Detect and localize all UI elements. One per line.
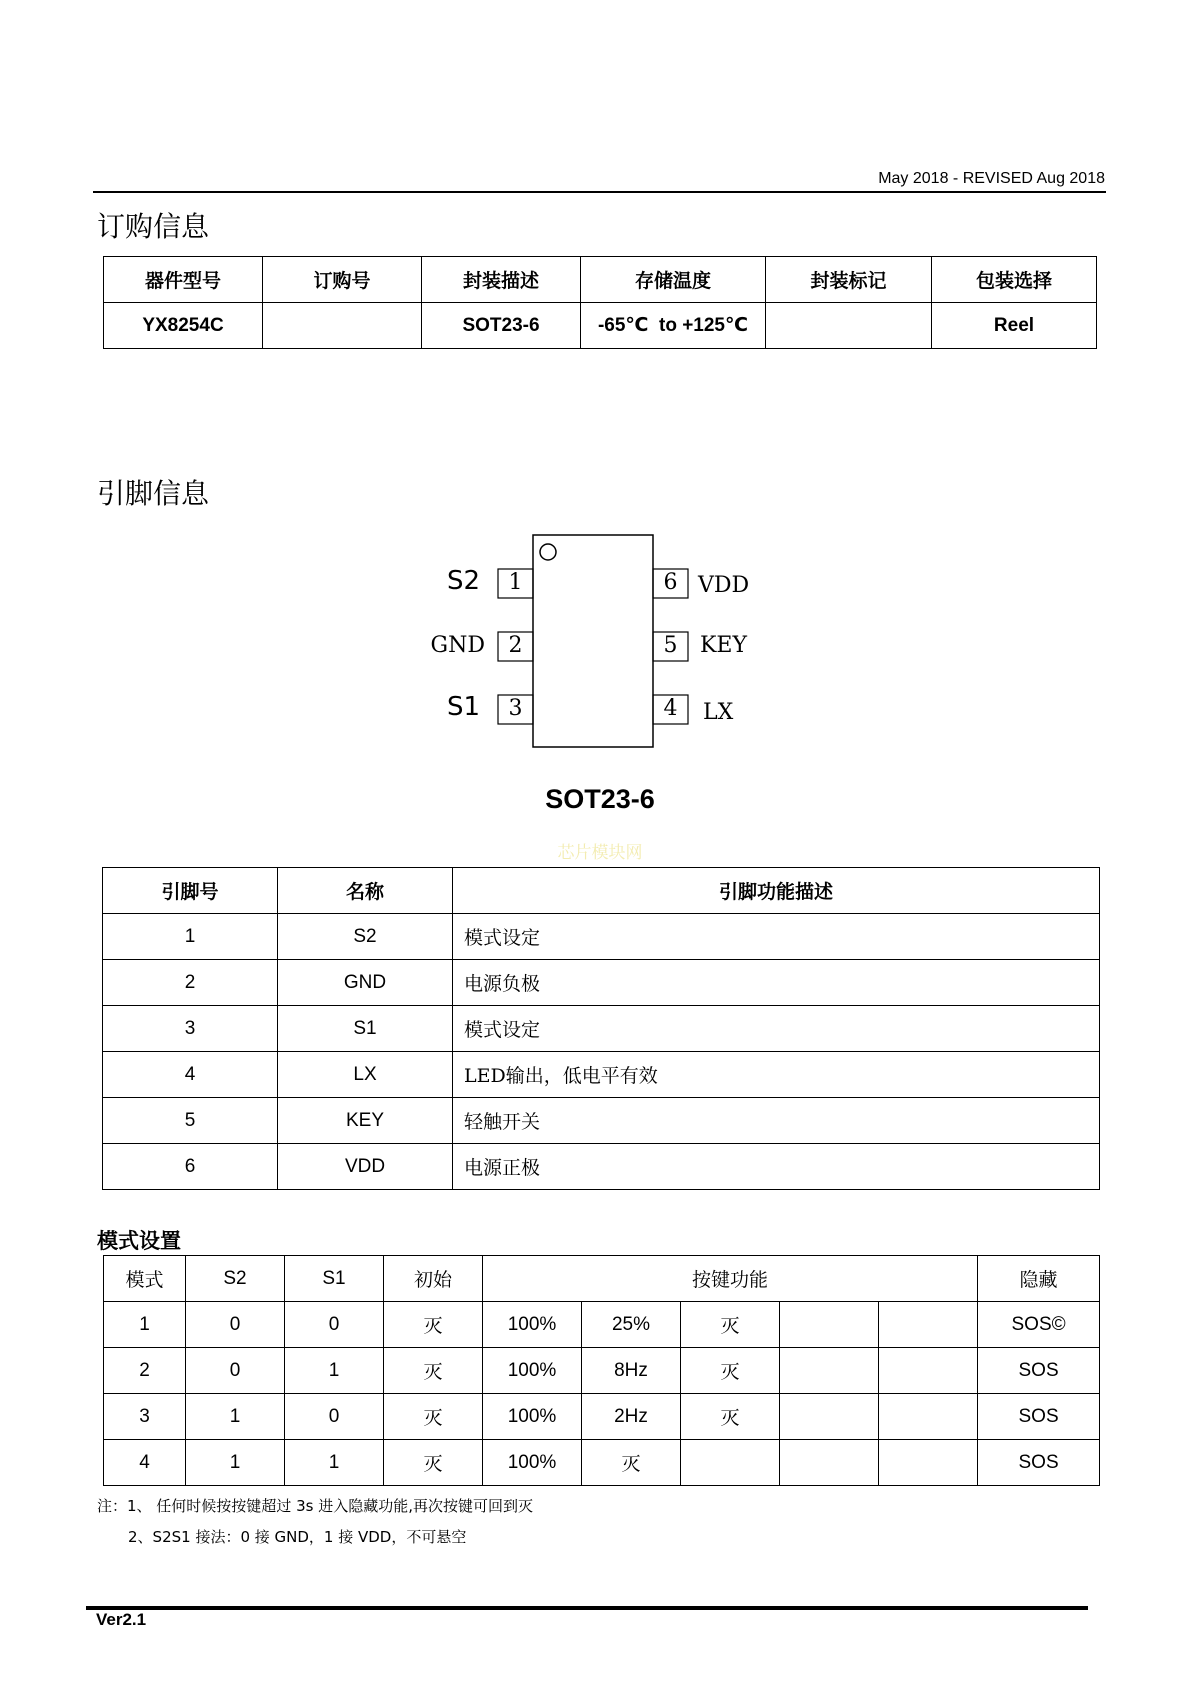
mode-cell: 灭 xyxy=(681,1348,780,1394)
mode-cell xyxy=(681,1440,780,1486)
mode-cell: 3 xyxy=(104,1394,186,1440)
mode-cell: 25% xyxy=(582,1302,681,1348)
revision-date: May 2018 - REVISED Aug 2018 xyxy=(878,170,1105,187)
table-row xyxy=(103,1052,1100,1098)
mode-cell: 灭 xyxy=(681,1302,780,1348)
pin-table-header-cell: 引脚号 xyxy=(103,868,278,914)
mode-cell: 2 xyxy=(104,1348,186,1394)
mode-cell xyxy=(879,1348,978,1394)
ordering-header-cell: 封装描述 xyxy=(422,257,581,303)
table-row xyxy=(103,914,1100,960)
mode-cell xyxy=(879,1440,978,1486)
mode-cell: 灭 xyxy=(681,1394,780,1440)
pin-name-cell: S2 xyxy=(278,914,453,960)
pin-number-cell: 2 xyxy=(103,960,278,1006)
pin1-marker-icon xyxy=(540,544,556,560)
pin-function-table xyxy=(102,867,1100,1190)
mode-cell: SOS© xyxy=(978,1302,1100,1348)
mode-header-cell: 按键功能 xyxy=(483,1256,978,1302)
pin-number-6: 6 xyxy=(663,570,678,595)
ordering-row xyxy=(104,303,1097,349)
table-row xyxy=(104,1394,1100,1440)
package-label: SOT23-6 xyxy=(545,784,655,814)
table-row xyxy=(103,960,1100,1006)
pin-number-cell: 6 xyxy=(103,1144,278,1190)
ordering-table xyxy=(103,256,1097,349)
pin-number-cell: 3 xyxy=(103,1006,278,1052)
mode-cell: 4 xyxy=(104,1440,186,1486)
pin-number-cell: 5 xyxy=(103,1098,278,1144)
chip-body xyxy=(533,535,653,747)
mode-cell xyxy=(879,1302,978,1348)
mode-cell: 1 xyxy=(285,1348,384,1394)
pin-number-1: 1 xyxy=(508,570,523,595)
mode-cell: SOS xyxy=(978,1348,1100,1394)
note-line-1: 注：1、 任何时候按按键超过 3s 进入隐藏功能,再次按键可回到灭 xyxy=(97,1497,533,1515)
ordering-title: 订购信息 xyxy=(97,210,210,243)
mode-cell: 100% xyxy=(483,1302,582,1348)
mode-cell: 1 xyxy=(104,1302,186,1348)
mode-cell: 100% xyxy=(483,1394,582,1440)
mode-cell: SOS xyxy=(978,1394,1100,1440)
pin-number-3: 3 xyxy=(508,696,523,721)
pin-name-gnd: GND xyxy=(430,633,485,658)
pin-number-cell: 1 xyxy=(103,914,278,960)
pin-name-cell: VDD xyxy=(278,1144,453,1190)
pin-number-cell: 4 xyxy=(103,1052,278,1098)
mode-cell: 灭 xyxy=(384,1348,483,1394)
pin-table-header-row xyxy=(103,868,1100,914)
mode-cell: 0 xyxy=(285,1302,384,1348)
ordering-header-cell: 包装选择 xyxy=(932,257,1097,303)
ordering-cell xyxy=(766,303,932,349)
version-label: Ver2.1 xyxy=(96,1610,147,1629)
ordering-cell: -65℃ to +125℃ xyxy=(581,303,766,349)
mode-header-cell: S2 xyxy=(186,1256,285,1302)
mode-header-cell: 隐藏 xyxy=(978,1256,1100,1302)
header-rule xyxy=(93,191,1106,193)
pin-number-5: 5 xyxy=(663,633,678,658)
table-row xyxy=(103,1144,1100,1190)
watermark: 芯片模块网 xyxy=(557,843,643,862)
pin-name-cell: GND xyxy=(278,960,453,1006)
pin-table-header-cell: 引脚功能描述 xyxy=(453,868,1100,914)
mode-cell xyxy=(780,1440,879,1486)
mode-cell: 8Hz xyxy=(582,1348,681,1394)
mode-cell xyxy=(780,1394,879,1440)
pin-name-vdd: VDD xyxy=(698,573,750,598)
pin-name-cell: S1 xyxy=(278,1006,453,1052)
mode-cell: 0 xyxy=(285,1394,384,1440)
pin-number-2: 2 xyxy=(508,633,523,658)
note-line-2: 2、S2S1 接法：0 接 GND，1 接 VDD，不可悬空 xyxy=(128,1528,467,1546)
pin-info-title: 引脚信息 xyxy=(97,477,210,510)
mode-cell: 0 xyxy=(186,1348,285,1394)
table-row xyxy=(104,1440,1100,1486)
mode-cell: 100% xyxy=(483,1440,582,1486)
mode-cell: 1 xyxy=(186,1440,285,1486)
mode-cell: 1 xyxy=(285,1440,384,1486)
pin-table-header-cell: 名称 xyxy=(278,868,453,914)
mode-cell xyxy=(780,1302,879,1348)
pin-desc-cell: 轻触开关 xyxy=(453,1098,1100,1144)
mode-cell: 100% xyxy=(483,1348,582,1394)
pin-desc-cell: 模式设定 xyxy=(453,914,1100,960)
table-row xyxy=(104,1302,1100,1348)
mode-cell xyxy=(879,1394,978,1440)
mode-cell: 灭 xyxy=(384,1302,483,1348)
mode-cell: 0 xyxy=(186,1302,285,1348)
pin-name-s1: S1 xyxy=(446,692,480,722)
pin-name-cell: KEY xyxy=(278,1098,453,1144)
footer-rule xyxy=(86,1606,1088,1610)
mode-cell xyxy=(780,1348,879,1394)
mode-settings-table xyxy=(103,1255,1100,1486)
pin-desc-cell: LED输出，低电平有效 xyxy=(453,1052,1100,1098)
mode-cell: 1 xyxy=(186,1394,285,1440)
mode-cell: 灭 xyxy=(582,1440,681,1486)
mode-header-cell: 初始 xyxy=(384,1256,483,1302)
mode-header-cell: 模式 xyxy=(104,1256,186,1302)
pin-name-lx: LX xyxy=(703,700,734,725)
pin-name-cell: LX xyxy=(278,1052,453,1098)
ordering-cell: SOT23-6 xyxy=(422,303,581,349)
ordering-cell: Reel xyxy=(932,303,1097,349)
ordering-header-cell: 存储温度 xyxy=(581,257,766,303)
ordering-cell: YX8254C xyxy=(104,303,263,349)
pin-desc-cell: 电源负极 xyxy=(453,960,1100,1006)
mode-cell: 灭 xyxy=(384,1394,483,1440)
pin-desc-cell: 模式设定 xyxy=(453,1006,1100,1052)
ordering-header-row xyxy=(104,257,1097,303)
mode-settings-title: 模式设置 xyxy=(97,1229,181,1253)
mode-header-row xyxy=(104,1256,1100,1302)
ordering-cell xyxy=(263,303,422,349)
table-row xyxy=(104,1348,1100,1394)
pin-desc-cell: 电源正极 xyxy=(453,1144,1100,1190)
mode-cell: 2Hz xyxy=(582,1394,681,1440)
ordering-header-cell: 器件型号 xyxy=(104,257,263,303)
pin-name-key: KEY xyxy=(700,633,748,658)
pin-name-s2: S2 xyxy=(446,566,480,596)
ordering-header-cell: 封装标记 xyxy=(766,257,932,303)
mode-header-cell: S1 xyxy=(285,1256,384,1302)
table-row xyxy=(103,1006,1100,1052)
table-row xyxy=(103,1098,1100,1144)
ordering-header-cell: 订购号 xyxy=(263,257,422,303)
mode-cell: 灭 xyxy=(384,1440,483,1486)
mode-cell: SOS xyxy=(978,1440,1100,1486)
pin-number-4: 4 xyxy=(663,696,678,721)
